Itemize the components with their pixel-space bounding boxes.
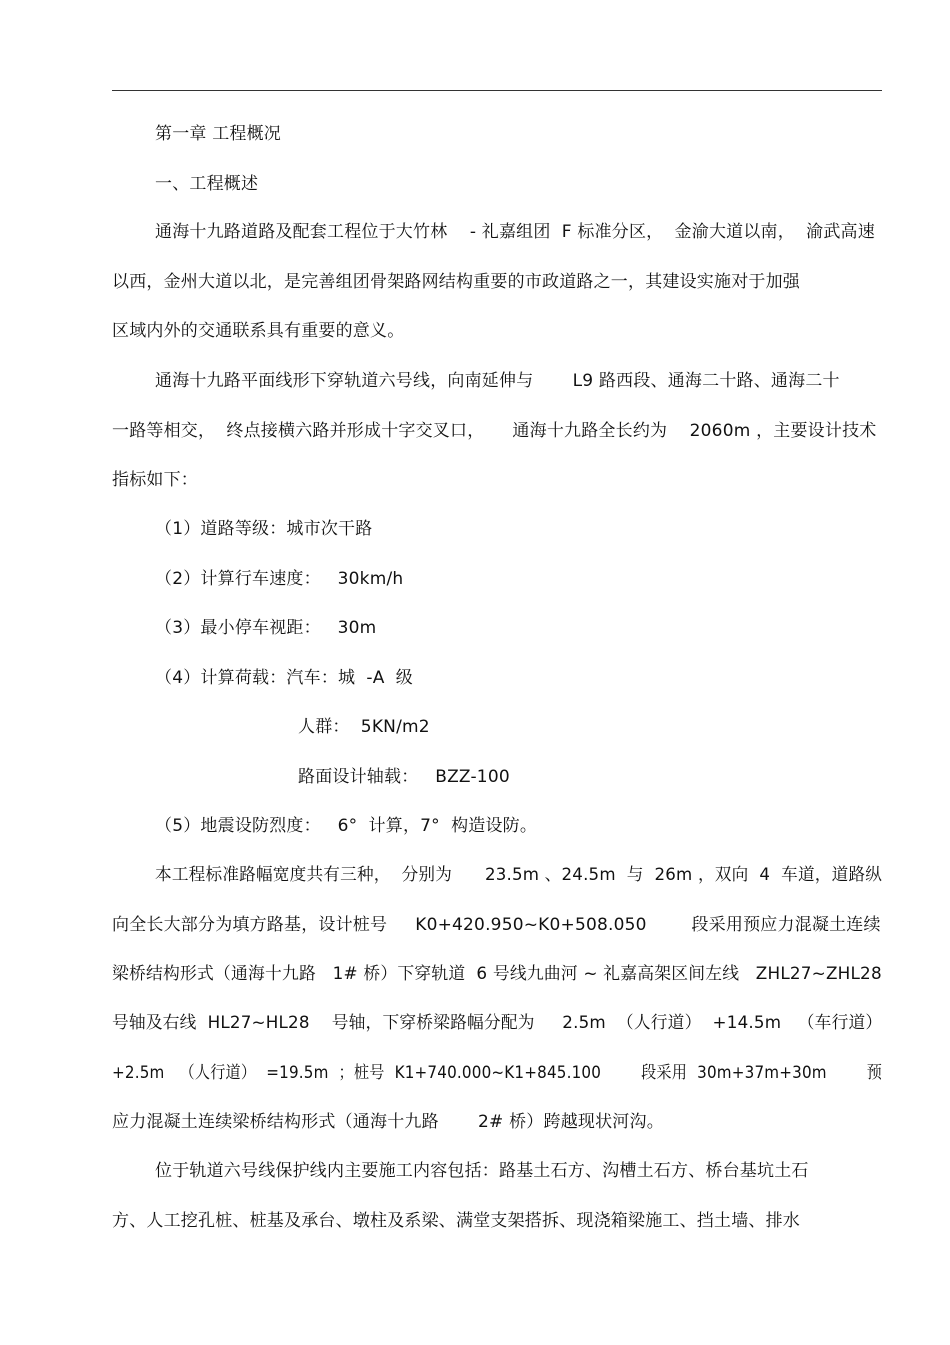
- text-line: 方、人工挖孔桩、桩基及承台、墩柱及系梁、满堂支架搭拆、现浇箱梁施工、挡土墙、排水: [112, 1211, 800, 1231]
- spec-item: （1）道路等级：城市次干路: [155, 519, 373, 539]
- chapter-title: 第一章 工程概况: [155, 124, 282, 144]
- spec-subitem: 人群： 5KN/m2: [298, 717, 430, 737]
- spec-item: （3）最小停车视距： 30m: [155, 618, 377, 638]
- text-line: 向全长大部分为填方路基，设计桩号 K0+420.950~K0+508.050 段采用预应力混凝土连续: [112, 915, 881, 935]
- spec-item: （4）计算荷载：汽车：城 -A 级: [155, 668, 413, 688]
- text-line: 位于轨道六号线保护线内主要施工内容包括：路基土石方、沟槽土石方、桥台基坑土石: [155, 1161, 809, 1181]
- text-line: 梁桥结构形式（通海十九路 1# 桥）下穿轨道 6 号线九曲河 ~ 礼嘉高架区间左线 ZHL27~ZHL28: [112, 964, 882, 984]
- spec-item: （5）地震设防烈度： 6° 计算，7° 构造设防。: [155, 816, 538, 836]
- spec-subitem: 路面设计轴载： BZZ-100: [298, 767, 510, 787]
- text-line: 通海十九路道路及配套工程位于大竹林 - 礼嘉组团 F 标准分区， 金渝大道以南， 渝武高速: [155, 222, 875, 242]
- text-line: 以西，金州大道以北，是完善组团骨架路网结构重要的市政道路之一，其建设实施对于加强: [112, 272, 800, 292]
- text-line: 一路等相交， 终点接横六路并形成十字交叉口， 通海十九路全长约为 2060m ，主要设计技术: [112, 421, 877, 441]
- text-line: 本工程标准路幅宽度共有三种， 分别为 23.5m 、24.5m 与 26m ，双向 4 车道，道路纵: [155, 865, 883, 885]
- text-line: 应力混凝土连续梁桥结构形式（通海十九路 2# 桥）跨越现状河沟。: [112, 1112, 664, 1132]
- section-title: 一、工程概述: [155, 174, 259, 194]
- spec-item: （2）计算行车速度： 30km/h: [155, 569, 404, 589]
- header-rule: [112, 90, 882, 91]
- text-line: 指标如下：: [112, 470, 198, 490]
- text-line: +2.5m （人行道） =19.5m ；桩号 K1+740.000~K1+845.100 段采用 30m+37m+30m 预: [112, 1063, 883, 1083]
- text-line: 通海十九路平面线形下穿轨道六号线，向南延伸与 L9 路西段、通海二十路、通海二十: [155, 371, 840, 391]
- text-line: 区域内外的交通联系具有重要的意义。: [112, 321, 405, 341]
- text-line: 号轴及右线 HL27~HL28 号轴，下穿桥梁路幅分配为 2.5m （人行道） +14.5m （车行道）: [112, 1013, 883, 1033]
